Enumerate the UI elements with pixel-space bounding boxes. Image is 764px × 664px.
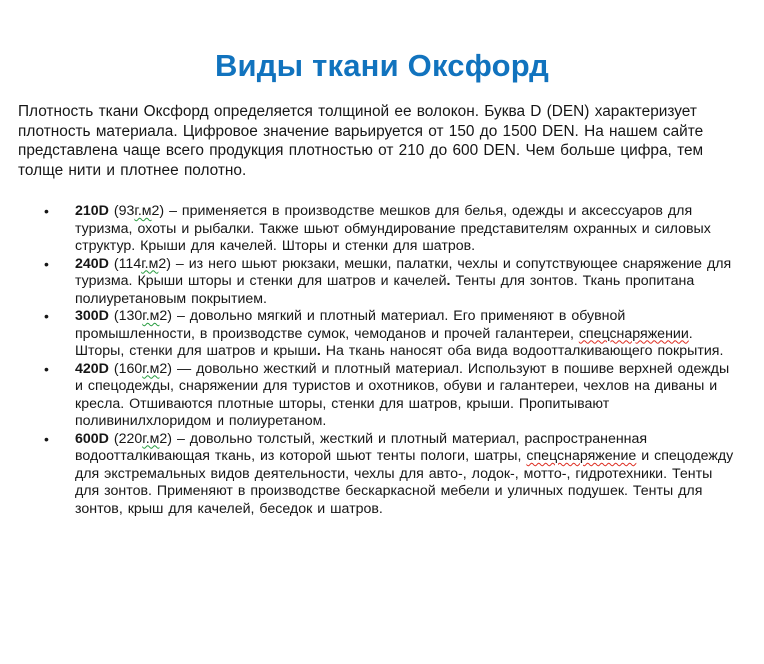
text-segment: (93: [108, 203, 135, 219]
page-title: Виды ткани Оксфорд: [214, 48, 550, 83]
text-segment: г.м: [141, 255, 159, 272]
list-item: [0, 203, 735, 256]
text-segment: (130: [108, 308, 143, 324]
fabric-code: 300D: [75, 308, 109, 324]
list-item: [0, 308, 735, 361]
text-segment: . Шторы, стенки для шатров и крыши: [75, 325, 693, 359]
text-segment: (220: [108, 430, 143, 447]
list-item: [0, 256, 735, 309]
intro-paragraph: Плотность ткани Оксфорд определяется толщиной ее волокон. Буква D (DEN) характеризует плотность материала. Цифровое значение варьируется от 150 до 1500 DEN. На нашем сайте представлена чаще всего продукция плотностью от 210 до 600 DEN. Чем больше цифра, тем толще нити и плотнее полотно.: [18, 103, 704, 179]
list-item-text: [75, 431, 733, 517]
text-segment: г.м: [142, 360, 160, 377]
text-segment: 2) – довольно толстый, жесткий и плотный материал, распространенная водоотталкивающая ткань, из которой шьют тенты пологи, шатры,: [75, 430, 648, 464]
text-segment: 2) — довольно жесткий и плотный материал. Используют в пошиве верхней одежды и спецодежды, снаряжении для туристов и охотников, обуви и галантереи, чехлов на диваны и кресла. Отшиваются плотные шторы, стенки для шатров, крыши. Пропитывают поливинилхлоридом и полиуретаном.: [75, 360, 730, 429]
text-segment: 2) – довольно мягкий и плотный материал. Его применяют в обувной промышленности, в производстве сумок, чемоданов и прочей галантереи,: [75, 308, 626, 342]
text-segment: .: [316, 343, 321, 359]
text-segment: (114: [108, 255, 142, 272]
bullet-marker: •: [44, 203, 49, 219]
bullet-marker: •: [44, 308, 49, 324]
text-segment: спецснаряжение: [526, 448, 637, 464]
text-segment: спецснаряжении: [578, 325, 689, 342]
text-segment: г.м: [134, 203, 152, 219]
bullet-marker: •: [44, 430, 49, 447]
text-segment: 2) – из него шьют рюкзаки, мешки, палатки, чехлы и сопутствующее снаряжение для туризма. Крыши шторы и стенки для шатров и качелей: [75, 255, 732, 289]
fabric-code: 240D: [75, 255, 109, 272]
text-segment: 2) – применяется в производстве мешков для белья, одежды и аксессуаров для туризма, охоты и рыбалки. Также шьют обмундирование представителям охранных и силовых структур. Крыши для качелей. Шторы и стенки для шатров.: [75, 203, 711, 254]
text-segment: На ткань наносят оба вида водоотталкивающего покрытия.: [320, 343, 724, 359]
list-item: [0, 431, 735, 519]
fabric-code: 210D: [75, 203, 109, 219]
list-item-text: [75, 308, 723, 359]
list-item-text: [75, 203, 711, 254]
bullet-marker: •: [44, 360, 49, 377]
list-item-text: [75, 361, 729, 430]
text-segment: (160: [108, 360, 143, 377]
text-segment: .: [446, 273, 451, 289]
list-item: [0, 361, 735, 431]
fabric-code: 420D: [75, 360, 109, 377]
text-segment: и спецодежду для экстремальных видов деятельности, чехлы для авто-, лодок-, мотто-, гидротехники. Тенты для зонтов. Применяют в производстве бескаркасной мебели и уличных подушек. Тенты для зонтов, крыш для качелей, беседок и шатров.: [75, 448, 734, 517]
text-segment: г.м: [142, 308, 160, 324]
document-page: [0, 48, 764, 664]
bullet-marker: •: [44, 255, 49, 272]
text-segment: Тенты для зонтов. Ткань пропитана полиуретановым покрытием.: [75, 273, 695, 307]
text-segment: г.м: [142, 430, 160, 447]
fabric-code: 600D: [75, 430, 109, 447]
list-item-text: [75, 256, 731, 307]
fabric-types-list: [0, 203, 764, 518]
